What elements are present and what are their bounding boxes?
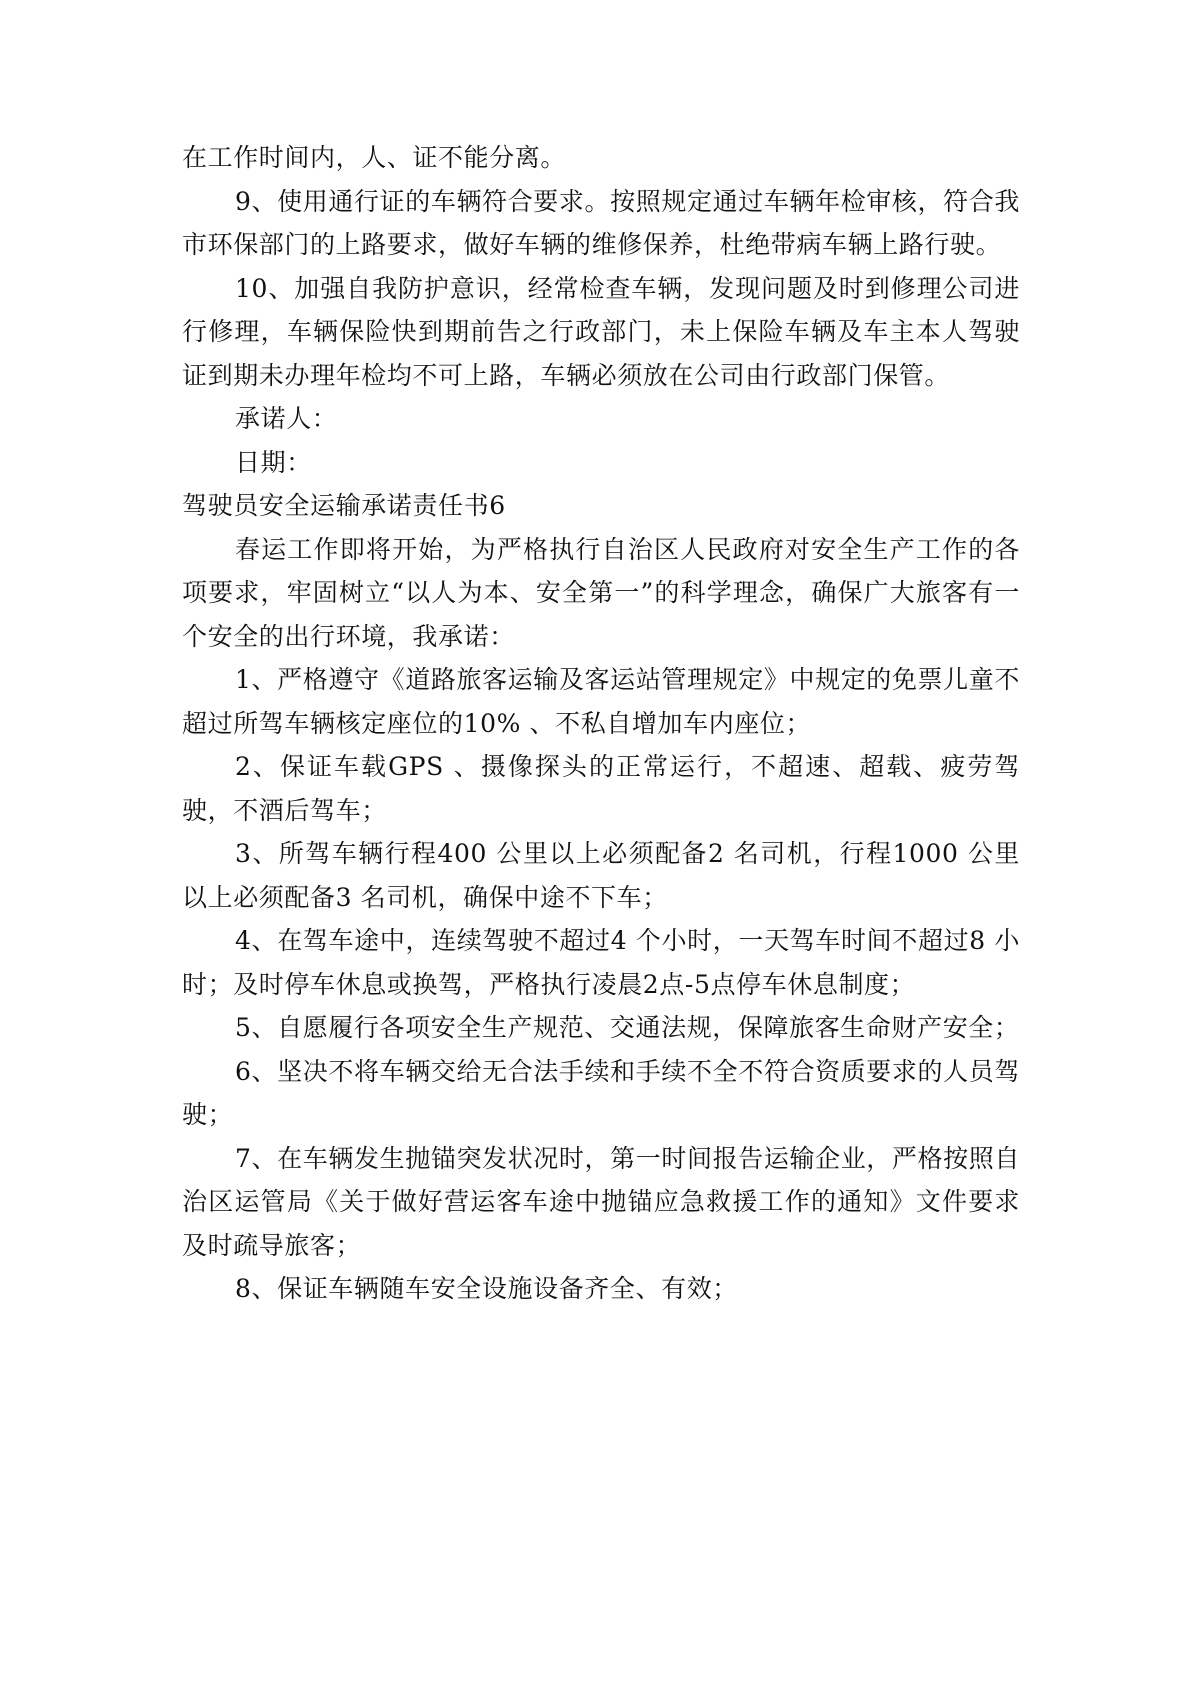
paragraph-item-1: 1、严格遵守《道路旅客运输及客运站管理规定》中规定的免票儿童不超过所驾车辆核定座位的10% 、不私自增加车内座位；	[182, 665, 1020, 738]
paragraph-item-3: 3、所驾车辆行程400 公里以上必须配备2 名司机，行程1000 公里以上必须配备3 名司机，确保中途不下车；	[182, 839, 1020, 912]
paragraph-item-8: 8、保证车辆随车安全设施设备齐全、有效；	[235, 1274, 738, 1303]
paragraph-item-2: 2、保证车载GPS 、摄像探头的正常运行，不超速、超载、疲劳驾驶，不酒后驾车；	[182, 752, 1020, 825]
date-label: 日期：	[235, 447, 312, 477]
paragraph-intro: 春运工作即将开始，为严格执行自治区人民政府对安全生产工作的各项要求，牢固树立“以人为本、安全第一”的科学理念，确保广大旅客有一个安全的出行环境，我承诺：	[182, 534, 1020, 651]
paragraph-item-6: 6、坚决不将车辆交给无合法手续和手续不全不符合资质要求的人员驾驶；	[182, 1056, 1020, 1129]
promisor-label: 承诺人：	[235, 404, 338, 433]
paragraph-work-time: 在工作时间内，人、证不能分离。	[182, 143, 567, 172]
paragraph-item-7: 7、在车辆发生抛锚突发状况时，第一时间报告运输企业，严格按照自治区运管局《关于做好营运客车途中抛锚应急救援工作的通知》文件要求及时疏导旅客；	[182, 1143, 1020, 1260]
paragraph-item-9: 9、使用通行证的车辆符合要求。按照规定通过车辆年检审核，符合我市环保部门的上路要求，做好车辆的维修保养，杜绝带病车辆上路行驶。	[182, 186, 1020, 259]
paragraph-item-5: 5、自愿履行各项安全生产规范、交通法规，保障旅客生命财产安全；	[235, 1013, 1020, 1042]
paragraph-item-4: 4、在驾车途中，连续驾驶不超过4 个小时，一天驾车时间不超过8 小时；及时停车休息或换驾，严格执行凌晨2点-5点停车休息制度；	[182, 926, 1020, 999]
document-body	[182, 136, 1020, 1311]
paragraph-item-10: 10、加强自我防护意识，经常检查车辆，发现问题及时到修理公司进行修理，车辆保险快到期前告之行政部门，未上保险车辆及车主本人驾驶证到期未办理年检均不可上路，车辆必须放在公司由行政部门保管。	[182, 273, 1020, 390]
section-title: 驾驶员安全运输承诺责任书6	[182, 491, 506, 520]
